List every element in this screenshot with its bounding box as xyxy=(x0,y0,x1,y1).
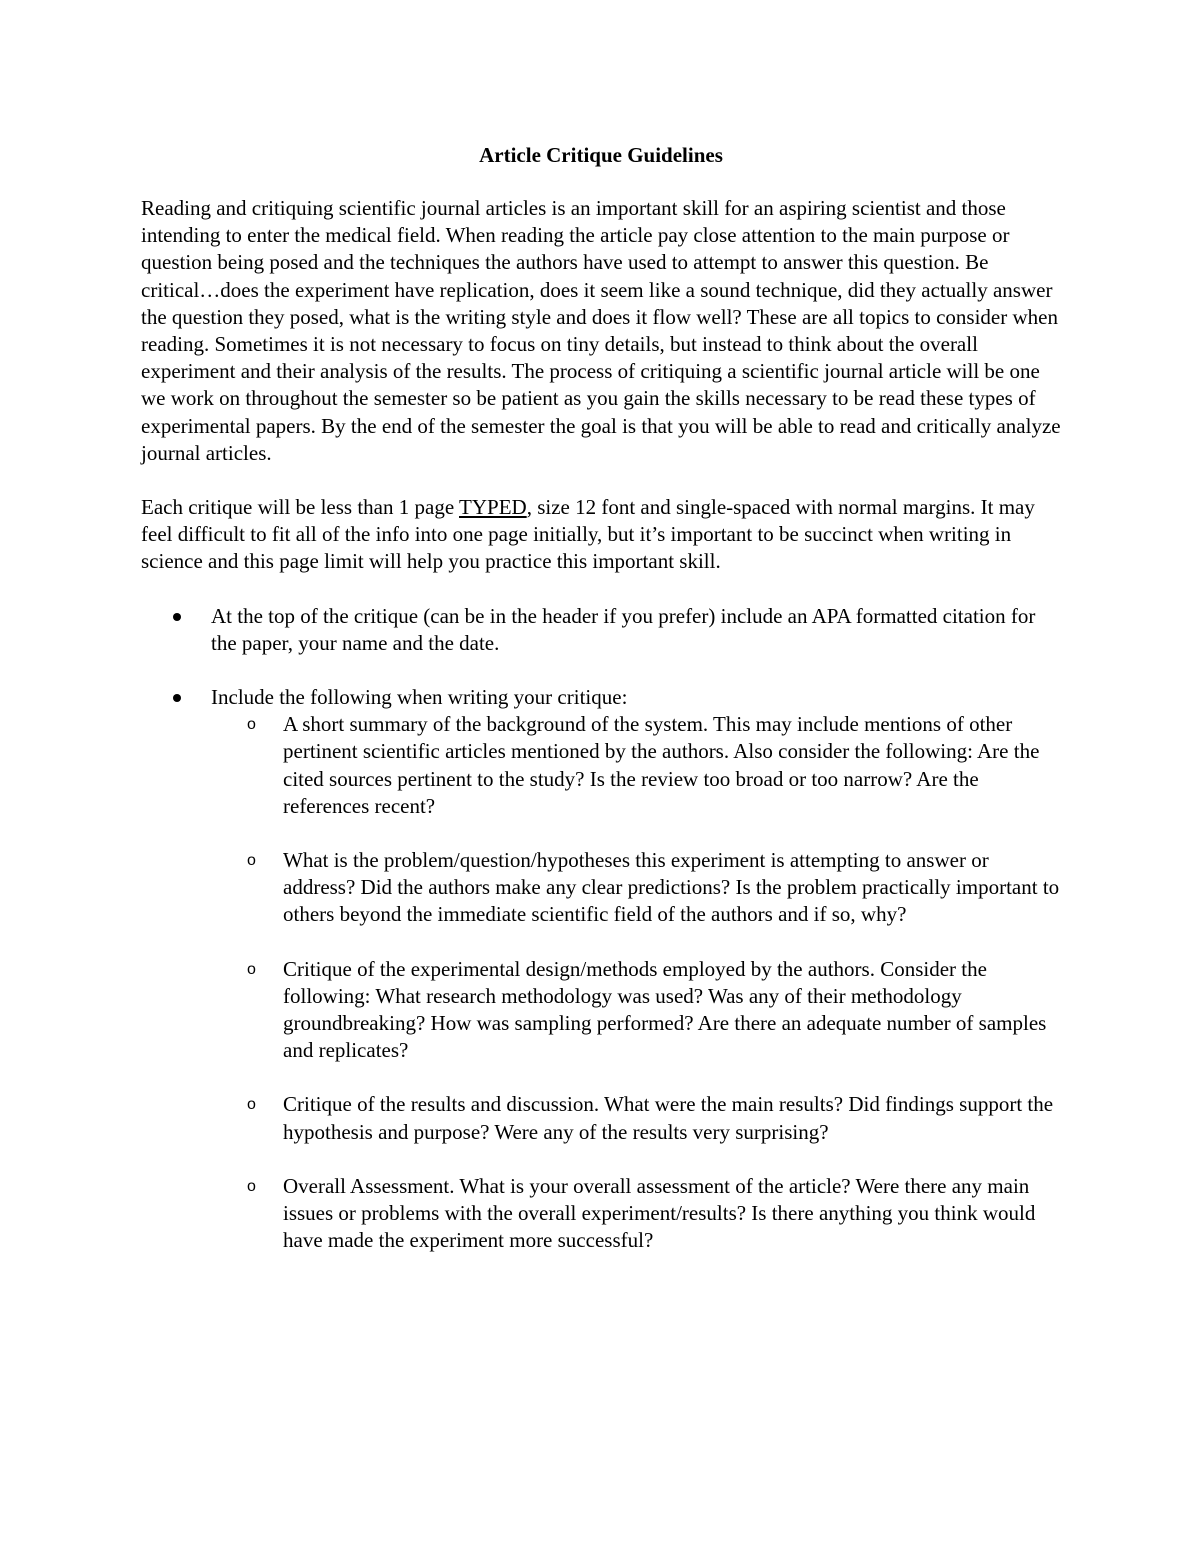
list-item xyxy=(141,603,1061,657)
document-title: Article Critique Guidelines xyxy=(479,143,723,167)
circle-bullet-icon: o xyxy=(247,1177,256,1195)
format-paragraph xyxy=(141,494,1061,576)
list-item xyxy=(141,684,1061,1254)
format-text-before: Each critique will be less than 1 page xyxy=(141,495,460,520)
sub-item-text: Critique of the experimental design/methods employed by the authors. Consider the following: What research methodology was used? Was any of their methodology groundbreaking? How was sampling performed? Are there an adequate number of samples and replicates? xyxy=(283,956,1047,1063)
circle-bullet-icon: o xyxy=(247,716,256,734)
intro-paragraph: Reading and critiquing scientific journal articles is an important skill for an aspiring scientist and those intending to enter the medical field. When reading the article pay close attention to the main purpose or question being posed and the techniques the authors have used to attempt to answer this question. Be critical…does the experiment have replication, does it seem like a sound technique, did they actually answer the question they posed, what is the writing style and does it flow well? These are all topics to consider when reading. Sometimes it is not necessary to focus on tiny details, but instead to think about the overall experiment and their analysis of the results. The process of critiquing a scientific journal article will be one we work on throughout the semester so be patient as you gain the skills necessary to be read these types of experimental papers. By the end of the semester the goal is that you will be able to read and critically analyze journal articles. xyxy=(141,196,1061,465)
typed-emphasis: TYPED xyxy=(459,495,527,520)
sub-list-item xyxy=(211,711,1061,820)
bullet-icon xyxy=(173,694,181,702)
document-page xyxy=(141,142,1061,1282)
sub-item-text: Critique of the results and discussion. What were the main results? Did findings support the hypothesis and purpose? Were any of the results very surprising? xyxy=(283,1092,1054,1144)
circle-bullet-icon: o xyxy=(247,1096,256,1114)
bullet-icon xyxy=(173,613,181,621)
sub-list xyxy=(211,711,1061,1254)
sub-list-item xyxy=(211,1173,1061,1255)
sub-item-text: What is the problem/question/hypotheses this experiment is attempting to answer or address? Did the authors make any clear predictions? Is the problem practically important to others beyond the immediate scientific field of the authors and if so, why? xyxy=(283,848,1060,927)
circle-bullet-icon: o xyxy=(247,960,256,978)
sub-item-text: A short summary of the background of the system. This may include mentions of other pertinent scientific articles mentioned by the authors. Also consider the following: Are the cited sources pertinent to the study? Is the review too broad or too narrow? Are the references recent? xyxy=(283,712,1040,818)
sub-list-item xyxy=(211,1091,1061,1145)
circle-bullet-icon: o xyxy=(247,852,256,870)
sub-item-text: Overall Assessment. What is your overall assessment of the article? Were there any main issues or problems with the overall experiment/results? Is there anything you think would have made the experiment more successful? xyxy=(283,1173,1036,1253)
bullet-list xyxy=(141,603,1061,1255)
bullet-text: At the top of the critique (can be in the header if you prefer) include an APA formatted citation for the paper, your name and the date. xyxy=(211,603,1036,655)
sub-list-item xyxy=(211,956,1061,1065)
sub-list-item xyxy=(211,847,1061,929)
format-text-after: , size 12 font and single-spaced with normal margins. It may feel difficult to fit all of the info into one page initially, but it’s important to be succinct when writing in science and this page limit will help you practice this important skill. xyxy=(141,495,1035,574)
bullet-text: Include the following when writing your critique: xyxy=(211,685,628,710)
